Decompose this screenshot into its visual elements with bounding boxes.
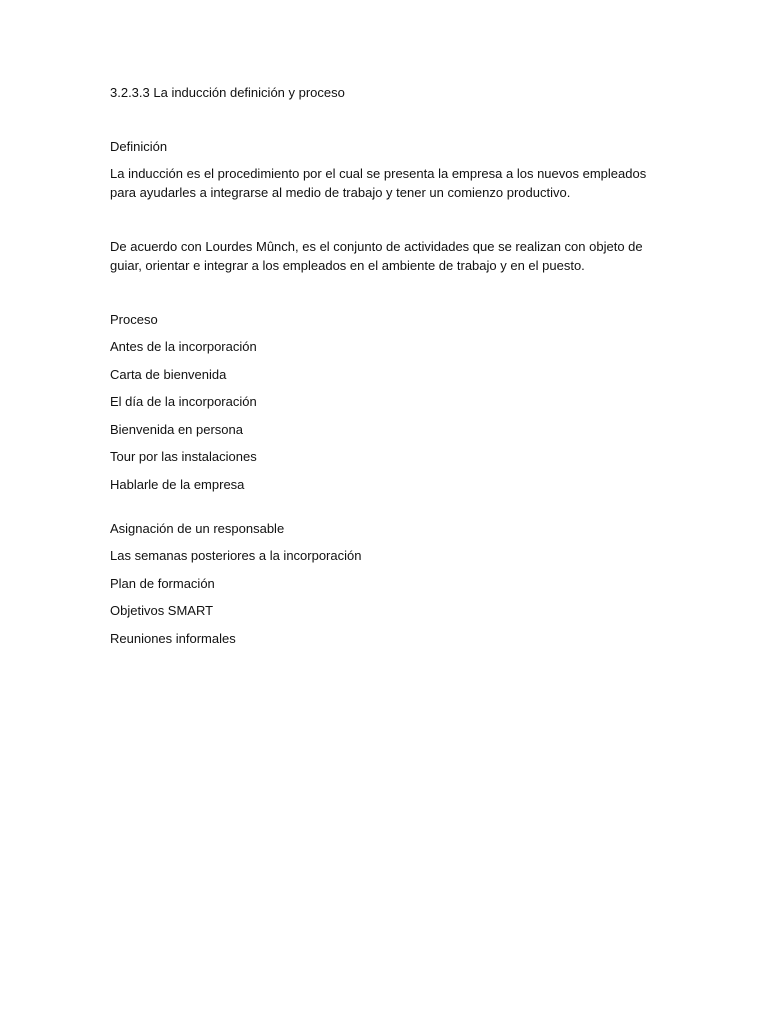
process-list-group-1 [110, 338, 650, 494]
list-item: Tour por las instalaciones [110, 449, 257, 464]
process-title: Proceso [110, 312, 158, 327]
list-item: Reuniones informales [110, 630, 236, 646]
list-item: Objetivos SMART [110, 603, 214, 618]
list-item: Hablarle de la empresa [110, 476, 245, 492]
list-item: Asignación de un responsable [110, 520, 285, 536]
document-page [110, 84, 650, 657]
list-item: Las semanas posteriores a la incorporación [110, 548, 362, 563]
definition-paragraph-1: La inducción es el procedimiento por el cual se presenta la empresa a los nuevos empleados para ayudarles a integrarse al medio de trabajo y tener un comienzo productivo. [110, 166, 647, 200]
definition-title: Definición [110, 139, 168, 154]
list-item: Antes de la incorporación [110, 339, 257, 354]
process-list-group-2 [110, 520, 650, 648]
list-item: Carta de bienvenida [110, 366, 227, 382]
definition-paragraph-2: De acuerdo con Lourdes Mûnch, es el conjunto de actividades que se realizan con objeto de guiar, orientar e integrar a los empleados en el ambiente de trabajo y en el puesto. [110, 239, 643, 273]
list-item: Bienvenida en persona [110, 421, 243, 437]
list-item: El día de la incorporación [110, 394, 257, 409]
list-item: Plan de formación [110, 575, 215, 591]
section-heading: 3.2.3.3 La inducción definición y proceso [110, 85, 345, 100]
